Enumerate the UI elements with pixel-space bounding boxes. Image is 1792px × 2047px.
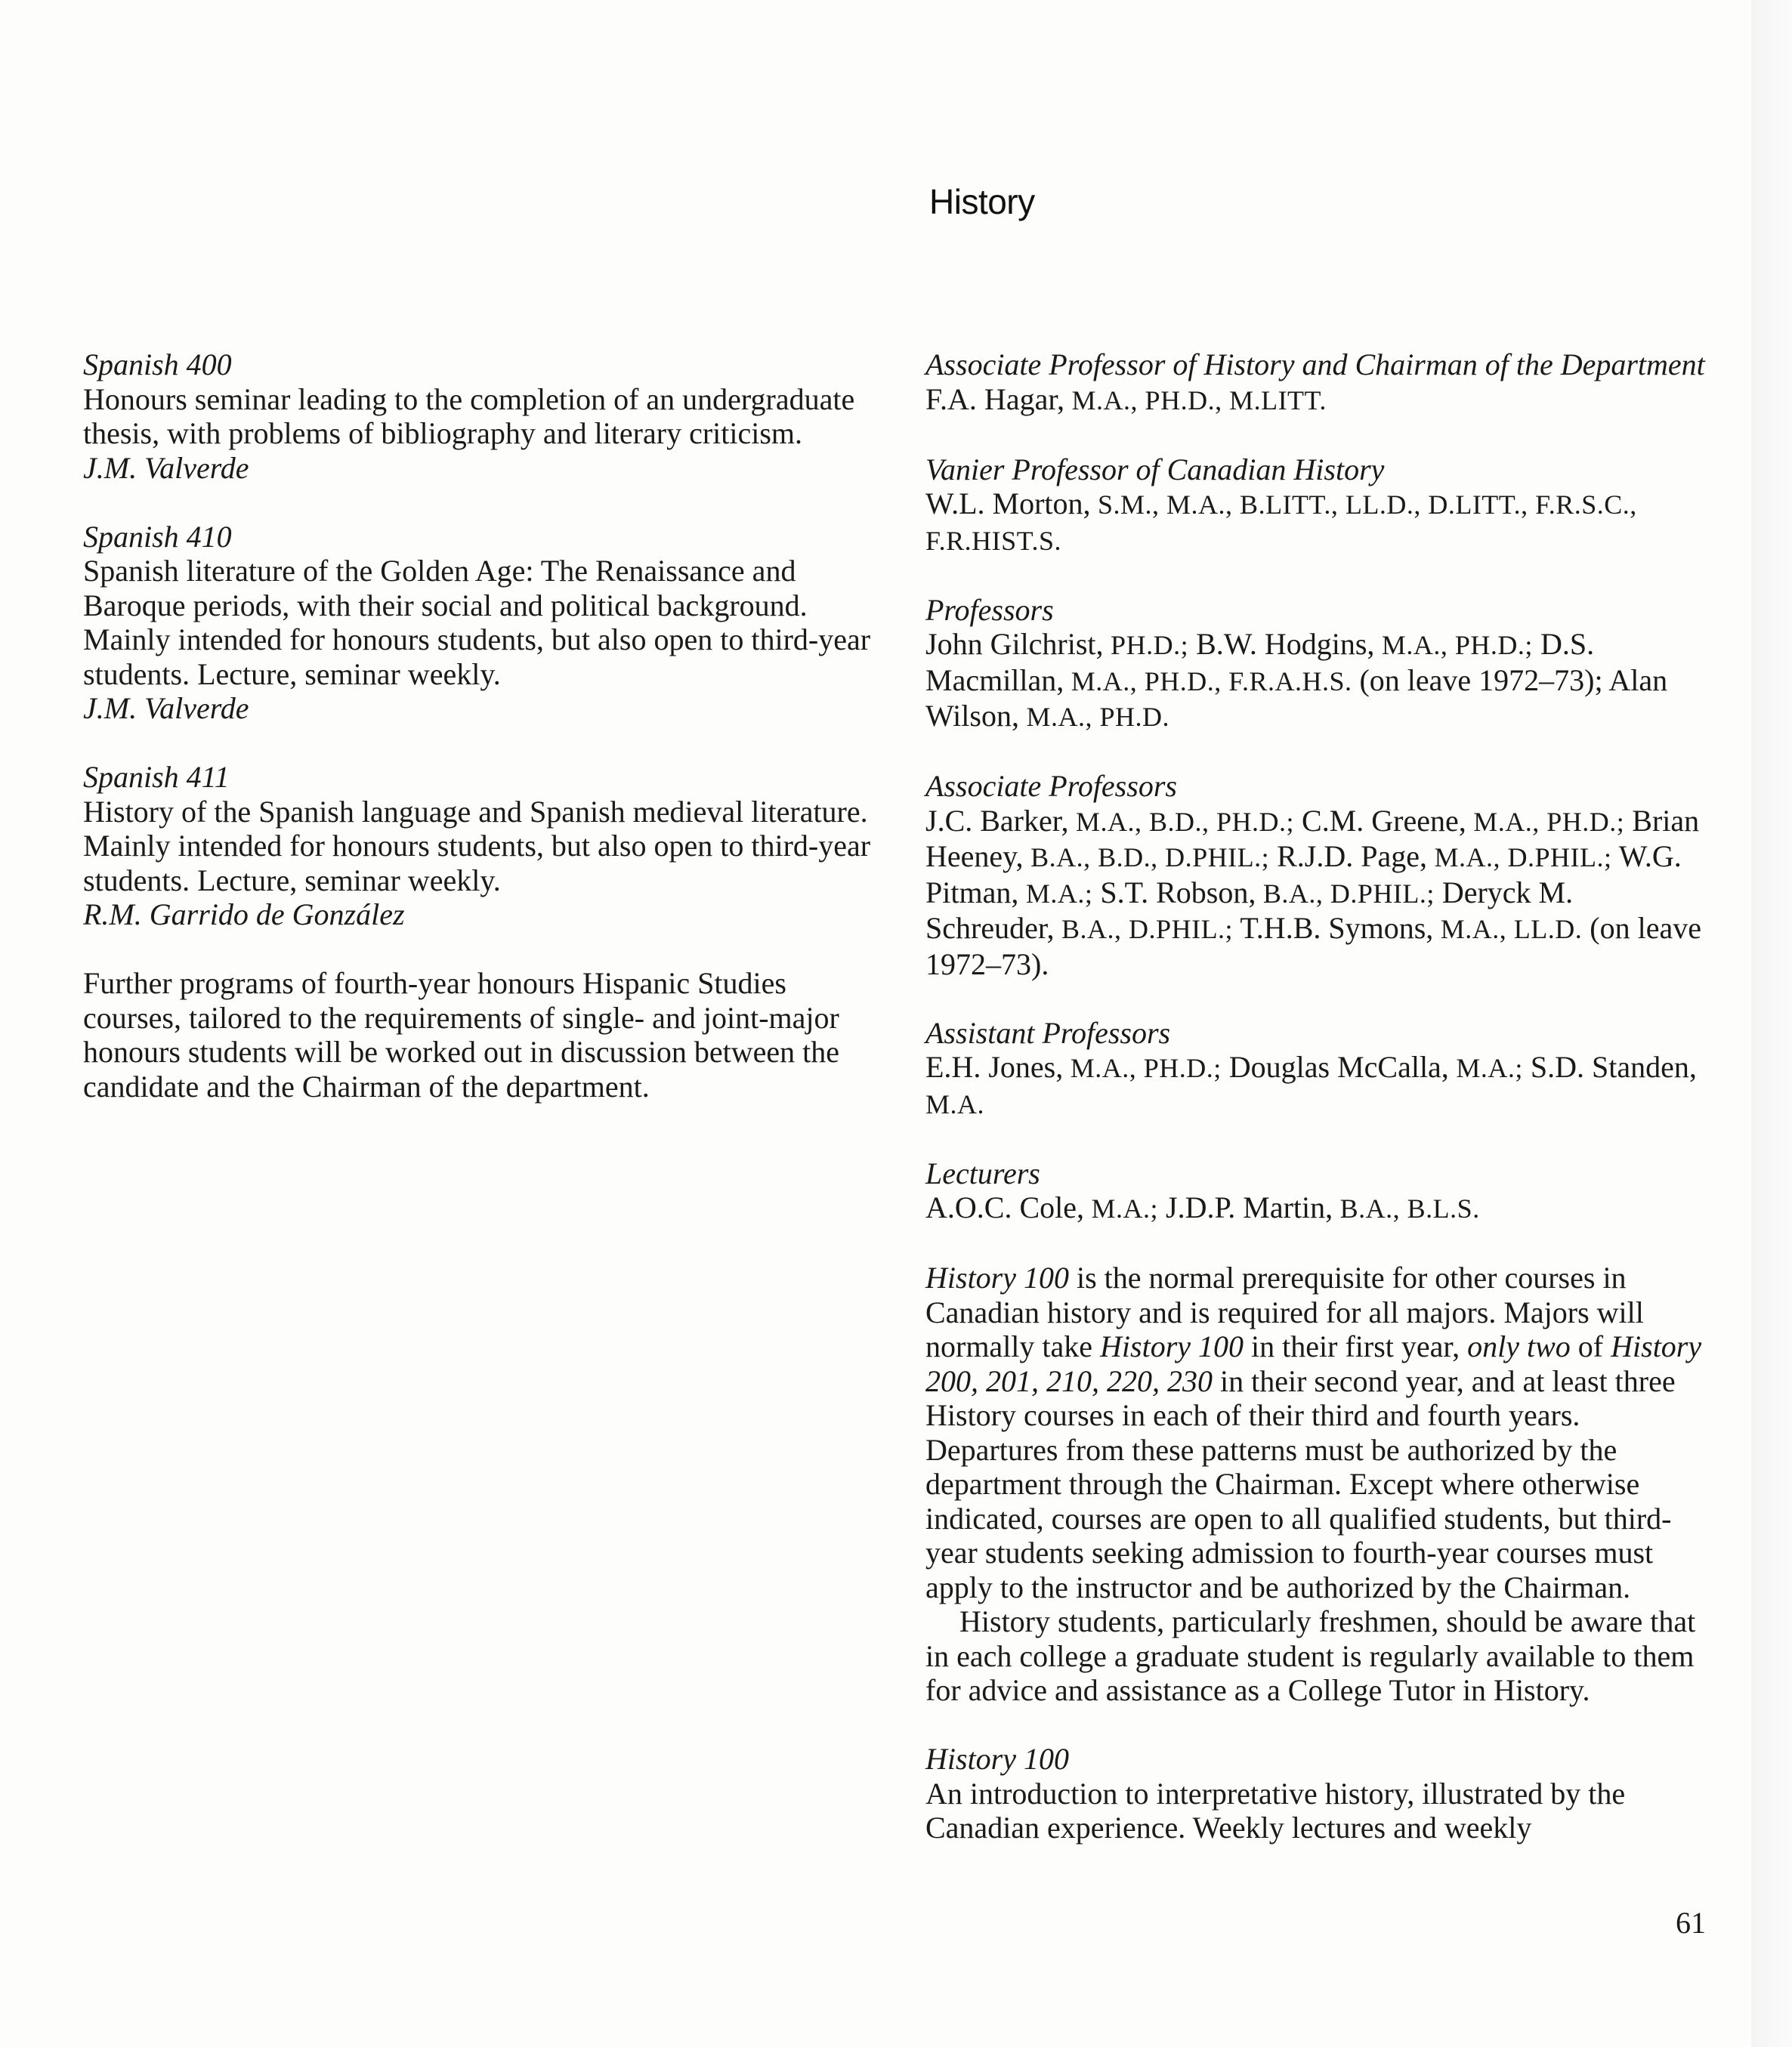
page-number: 61 bbox=[1676, 1906, 1706, 1940]
course-reference: History 200, 201, 210, 220, 230 bbox=[925, 1329, 1702, 1398]
faculty-degrees: PH.D.; bbox=[1103, 630, 1189, 660]
faculty-list bbox=[925, 627, 1707, 735]
faculty-degrees: M.A.; bbox=[1018, 878, 1093, 909]
faculty-list bbox=[925, 382, 1707, 418]
faculty-role-heading: Vanier Professor of Canadian History bbox=[925, 452, 1385, 486]
course-description: Spanish literature of the Golden Age: The Renaissance and Baroque periods, with their social and political background. Mainly intended for honours students, but also open to third-year students. Lecture, seminar weekly. bbox=[83, 554, 871, 691]
faculty-associate-professors bbox=[925, 769, 1707, 981]
faculty-degrees: M.A., PH.D.; bbox=[1063, 1053, 1222, 1083]
faculty-list bbox=[925, 1050, 1707, 1122]
faculty-role-heading: Professors bbox=[925, 592, 1054, 627]
faculty-chair bbox=[925, 347, 1707, 418]
faculty-degrees: M.A., PH.D.; bbox=[1374, 630, 1533, 660]
course-instructor: J.M. Valverde bbox=[83, 691, 249, 725]
faculty-degrees: B.A., D.PHIL.; bbox=[1256, 878, 1435, 909]
faculty-degrees: M.A., PH.D., F.R.A.H.S. bbox=[1064, 665, 1352, 696]
course-description: An introduction to interpretative history, illustrated by the Canadian experience. Weekly lectures and weekly bbox=[925, 1776, 1626, 1845]
course-description: History of the Spanish language and Spanish medieval literature. Mainly intended for honours students, but also open to third-year students. Lecture, seminar weekly. bbox=[83, 794, 871, 897]
faculty-degrees: S.M., M.A., B.LITT., LL.D., D.LITT., F.R.S.C., F.R.HIST.S. bbox=[925, 489, 1637, 556]
faculty-list bbox=[925, 486, 1707, 558]
faculty-degrees: M.A., PH.D., M.LITT. bbox=[1064, 384, 1327, 415]
course-reference: History 100 bbox=[925, 1261, 1069, 1295]
faculty-degrees: M.A.; bbox=[1448, 1053, 1523, 1083]
closing-note: Further programs of fourth-year honours Hispanic Studies courses, tailored to the requirements of single- and joint-major honours students will be worked out in discussion between the candidate and the Chairman of the department. bbox=[83, 966, 839, 1104]
requirements-paragraph bbox=[925, 1261, 1707, 1604]
faculty-list bbox=[925, 804, 1707, 982]
faculty-name: T.H.B. Symons, bbox=[1233, 911, 1434, 945]
course-code: Spanish 411 bbox=[83, 760, 230, 794]
course-code: Spanish 400 bbox=[83, 347, 232, 381]
faculty-name: Alan Wilson, bbox=[925, 662, 1668, 733]
left-column bbox=[83, 347, 876, 1138]
course-reference: History 100 bbox=[1100, 1329, 1244, 1363]
leave-note: (on leave 1972–73). bbox=[925, 911, 1701, 981]
faculty-assistant-professors bbox=[925, 1016, 1707, 1122]
faculty-lecturers bbox=[925, 1156, 1707, 1227]
faculty-degrees: M.A., PH.D.; bbox=[1466, 806, 1625, 837]
faculty-name: W.L. Morton, bbox=[925, 486, 1091, 520]
faculty-name: Deryck M. Schreuder, bbox=[925, 875, 1574, 945]
faculty-name: A.O.C. Cole, bbox=[925, 1190, 1084, 1224]
faculty-degrees: M.A., B.D., PH.D.; bbox=[1068, 806, 1295, 837]
faculty-name: John Gilchrist, bbox=[925, 627, 1104, 661]
faculty-degrees: M.A., PH.D. bbox=[1018, 702, 1169, 732]
tutor-paragraph: History students, particularly freshmen, should be aware that in each college a graduate student is regularly available to them for advice and assistance as a College Tutor in History. bbox=[925, 1604, 1696, 1707]
faculty-name: S.D. Standen, bbox=[1522, 1050, 1697, 1084]
course-entry-spanish-400 bbox=[83, 347, 876, 485]
emphasis-text: only two bbox=[1467, 1329, 1571, 1363]
course-code: History 100 bbox=[925, 1742, 1069, 1776]
requirements-text: in their second year, and at least three History courses in each of their third and fourth years. Departures from these patterns must be authorized by the department through the Chairman. Except where otherwise indicated, courses are open to all qualified students, but third-year students seeking admission to fourth-year courses must apply to the instructor and be authorized by the Chairman. bbox=[925, 1363, 1676, 1604]
course-code: Spanish 410 bbox=[83, 519, 232, 554]
faculty-professors bbox=[925, 593, 1707, 735]
faculty-degrees: B.A., B.L.S. bbox=[1333, 1193, 1480, 1224]
faculty-name: J.C. Barker, bbox=[925, 803, 1069, 838]
requirements-text: is the normal prerequisite for other courses in Canadian history and is required for all majors. Majors will normally take bbox=[925, 1261, 1644, 1363]
course-instructor: J.M. Valverde bbox=[83, 450, 249, 485]
faculty-role-heading: Lecturers bbox=[925, 1156, 1040, 1190]
page-edge bbox=[1751, 0, 1792, 2047]
faculty-name: F.A. Hagar, bbox=[925, 381, 1065, 416]
faculty-role-heading: Associate Professor of History and Chairman of the Department bbox=[925, 347, 1705, 381]
faculty-name: E.H. Jones, bbox=[925, 1050, 1064, 1084]
faculty-degrees: M.A. bbox=[925, 1088, 985, 1119]
faculty-name: Brian Heeney, bbox=[925, 803, 1700, 873]
requirements-section bbox=[925, 1261, 1707, 1708]
faculty-name: B.W. Hodgins, bbox=[1188, 627, 1375, 661]
requirements-text: of bbox=[1570, 1329, 1611, 1363]
course-description: Honours seminar leading to the completion of an undergraduate thesis, with problems of bibliography and literary criticism. bbox=[83, 381, 855, 450]
faculty-name: J.D.P. Martin, bbox=[1158, 1190, 1333, 1224]
faculty-name: Douglas McCalla, bbox=[1221, 1050, 1449, 1084]
faculty-name: D.S. Macmillan, bbox=[925, 627, 1595, 697]
faculty-degrees: B.A., B.D., D.PHIL.; bbox=[1023, 842, 1270, 872]
faculty-name: S.T. Robson, bbox=[1092, 875, 1256, 909]
course-instructor: R.M. Garrido de González bbox=[83, 897, 405, 931]
course-entry-spanish-410 bbox=[83, 520, 876, 726]
faculty-role-heading: Assistant Professors bbox=[925, 1015, 1171, 1050]
course-entry-history-100 bbox=[925, 1742, 1707, 1845]
right-column bbox=[925, 347, 1707, 1879]
faculty-vanier bbox=[925, 452, 1707, 559]
faculty-name: W.G. Pitman, bbox=[925, 839, 1682, 909]
faculty-degrees: M.A., D.PHIL.; bbox=[1426, 842, 1612, 872]
leave-note: (on leave 1972–73); bbox=[1352, 662, 1603, 697]
requirements-text: in their first year, bbox=[1244, 1329, 1468, 1363]
faculty-degrees: M.A.; bbox=[1084, 1193, 1159, 1224]
faculty-name: R.J.D. Page, bbox=[1269, 839, 1427, 873]
course-entry-spanish-411 bbox=[83, 760, 876, 932]
faculty-degrees: M.A., LL.D. bbox=[1433, 914, 1583, 944]
faculty-list bbox=[925, 1190, 1707, 1227]
faculty-degrees: B.A., D.PHIL.; bbox=[1054, 914, 1234, 944]
faculty-role-heading: Associate Professors bbox=[925, 769, 1177, 803]
section-title: History bbox=[929, 182, 1035, 221]
faculty-name: C.M. Greene, bbox=[1294, 803, 1466, 838]
